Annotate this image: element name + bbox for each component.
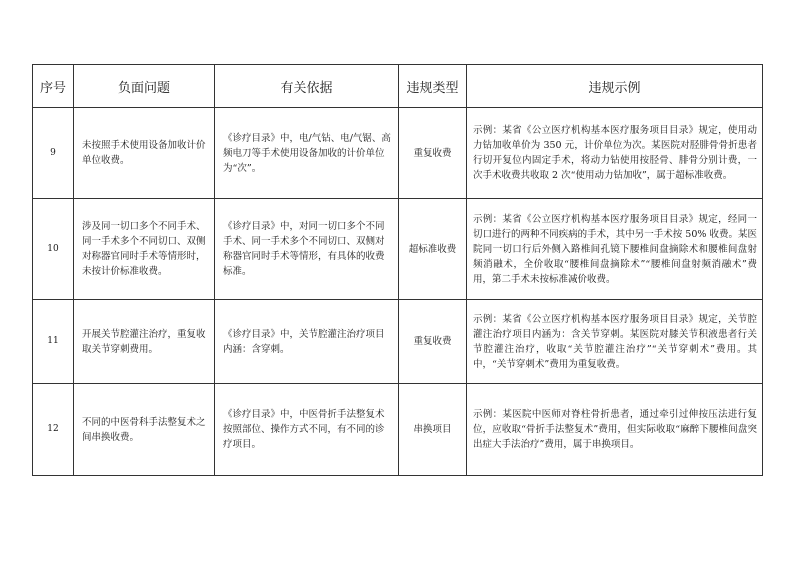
table-row [33, 384, 763, 476]
row-type: 重复收费 [399, 108, 467, 199]
row-example: 示例：某省《公立医疗机构基本医疗服务项目目录》规定，使用动力钻加收单价为 350 元，计价单位为次。某医院对胫腓骨骨折患者行切开复位内固定手术，将动力钻使用按胫骨、腓骨分别计费，一次手术收费共收取 2 次“使用动力钻加收”，属于超标准收费。 [467, 108, 763, 199]
row-issue: 未按照手术使用设备加收计价单位收费。 [74, 108, 215, 199]
row-issue: 涉及同一切口多个不同手术、同一手术多个不同切口、双侧对称器官同时手术等情形时，未按计价标准收费。 [74, 199, 215, 300]
row-number: 12 [33, 384, 74, 476]
row-type: 重复收费 [399, 300, 467, 384]
row-basis: 《诊疗目录》中，中医骨折手法整复术按照部位、操作方式不同，有不同的诊疗项目。 [215, 384, 399, 476]
table-row [33, 108, 763, 199]
row-example: 示例：某医院中医师对脊柱骨折患者，通过牵引过伸按压法进行复位，应收取“骨折手法整复术”费用，但实际收取“麻醉下腰椎间盘突出症大手法治疗”费用，属于串换项目。 [467, 384, 763, 476]
row-issue: 开展关节腔灌注治疗，重复收取关节穿刺费用。 [74, 300, 215, 384]
table-row [33, 300, 763, 384]
header-example: 违规示例 [467, 65, 763, 108]
row-number: 10 [33, 199, 74, 300]
header-issue: 负面问题 [74, 65, 215, 108]
row-basis: 《诊疗目录》中，关节腔灌注治疗项目内涵：含穿刺。 [215, 300, 399, 384]
row-type: 超标准收费 [399, 199, 467, 300]
header-type: 违规类型 [399, 65, 467, 108]
row-number: 11 [33, 300, 74, 384]
row-example: 示例：某省《公立医疗机构基本医疗服务项目目录》规定，经同一切口进行的两种不同疾病的手术，其中另一手术按 50% 收费。某医院同一切口行后外侧入路椎间孔镜下腰椎间盘摘除术和腰椎间盘射频消融术，全价收取“腰椎间盘摘除术”“腰椎间盘射频消融术”费用，第二手术未按标准减价收费。 [467, 199, 763, 300]
violation-table [32, 64, 763, 476]
row-type: 串换项目 [399, 384, 467, 476]
row-example: 示例：某省《公立医疗机构基本医疗服务项目目录》规定，关节腔灌注治疗项目内涵为：含关节穿刺。某医院对膝关节积液患者行关节腔灌注治疗，收取“关节腔灌注治疗”“关节穿刺术”费用。其中，“关节穿刺术”费用为重复收费。 [467, 300, 763, 384]
row-issue: 不同的中医骨科手法整复术之间串换收费。 [74, 384, 215, 476]
row-number: 9 [33, 108, 74, 199]
table-row [33, 199, 763, 300]
header-no: 序号 [33, 65, 74, 108]
table-header-row [33, 65, 763, 108]
row-basis: 《诊疗目录》中，对同一切口多个不同手术、同一手术多个不同切口、双侧对称器官同时手术等情形，有具体的收费标准。 [215, 199, 399, 300]
header-basis: 有关依据 [215, 65, 399, 108]
row-basis: 《诊疗目录》中，电/气钻、电/气锯、高频电刀等手术使用设备加收的计价单位为“次”。 [215, 108, 399, 199]
